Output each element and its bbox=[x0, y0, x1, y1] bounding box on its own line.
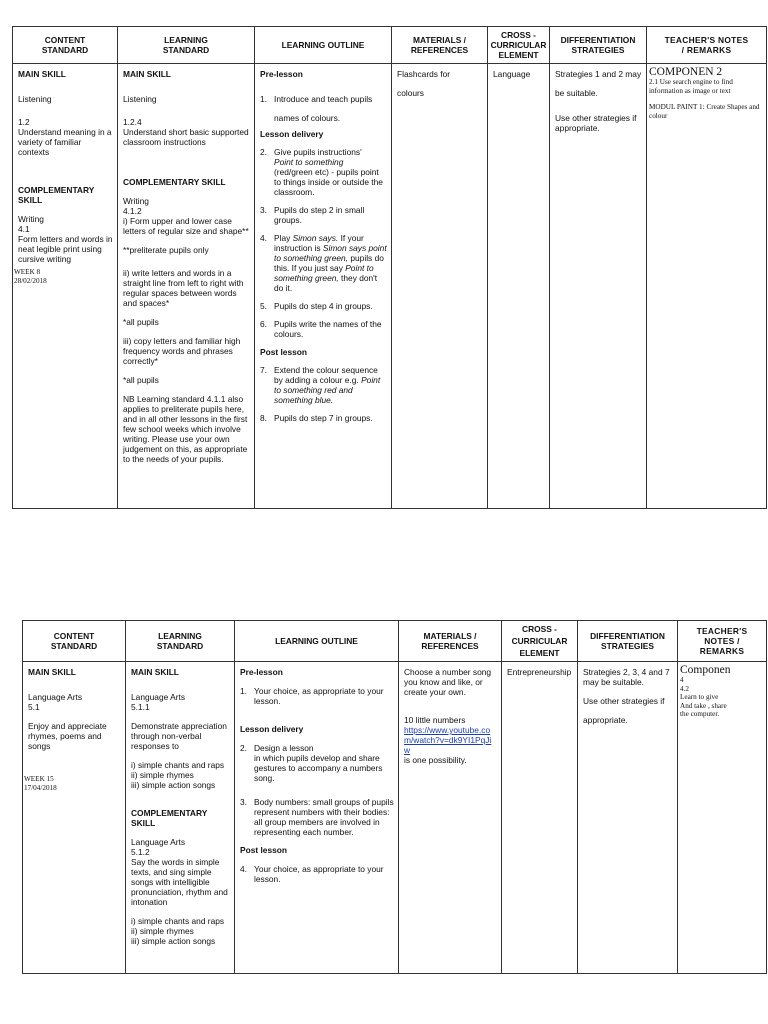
outline-step: 2. Give pupils instructions' Point to something (red/green etc) - pupils point to things inside or outside the classroom. bbox=[260, 147, 383, 197]
materials-line: Flashcards for bbox=[397, 69, 451, 79]
learning-outline-cell bbox=[255, 64, 392, 509]
header-learning-outline: LEARNING OUTLINE bbox=[235, 621, 399, 662]
cross-curricular-cell bbox=[502, 662, 578, 974]
pre-lesson-heading: Pre-lesson bbox=[240, 667, 283, 677]
youtube-link[interactable]: https://www.youtube.com/watch?v=dk9YI1PqJiw bbox=[404, 725, 492, 755]
ls-comp-ii: ii) write letters and words in a straight line from left to right with regular spaces between words and spaces* bbox=[123, 268, 244, 308]
outline-step: 1. Introduce and teach pupils names of colours. bbox=[260, 94, 373, 123]
main-skill-code: 1.2 bbox=[18, 117, 30, 127]
ls-comp-iii: iii) copy letters and familiar high frequency words and phrases correctly* bbox=[123, 336, 241, 366]
ls-comp-i: i) Form upper and lower case letters of regular size and shape** bbox=[123, 216, 249, 236]
ls-comp-note2: *all pupils bbox=[123, 317, 159, 327]
main-skill-heading: MAIN SKILL bbox=[28, 667, 76, 677]
materials-line: Choose a number song you know and like, or create your own. bbox=[404, 667, 492, 697]
diff-line: Strategies 2, 3, 4 and 7 may be suitable. bbox=[583, 667, 670, 687]
ls-main-desc: Understand short basic supported classroom instructions bbox=[123, 127, 249, 147]
week-label: WEEK 15 bbox=[24, 775, 54, 783]
main-skill-desc: Understand meaning in a variety of familiar contexts bbox=[18, 127, 112, 157]
ls-comp-item: i) simple chants and raps bbox=[131, 916, 225, 926]
lesson-delivery-heading: Lesson delivery bbox=[260, 129, 324, 139]
comp-skill-name: Writing bbox=[18, 214, 44, 224]
content-standard-cell bbox=[13, 64, 118, 509]
diff-line: Use other strategies if appropriate. bbox=[555, 113, 637, 133]
learning-standard-cell bbox=[118, 64, 255, 509]
ls-comp-code: 4.1.2 bbox=[123, 206, 142, 216]
header-teachers-notes: TEACHER'S NOTES / REMARKS bbox=[678, 621, 767, 662]
ls-comp-name: Writing bbox=[123, 196, 149, 206]
lesson-plan-table-week8 bbox=[12, 26, 767, 509]
ls-comp-item: ii) simple rhymes bbox=[131, 926, 194, 936]
table-body-row bbox=[23, 662, 767, 974]
ls-comp-note3: *all pupils bbox=[123, 375, 159, 385]
complementary-skill-heading: COMPLEMENTARY SKILL bbox=[18, 185, 95, 205]
materials-line: 10 little numbers bbox=[404, 715, 466, 725]
materials-line: colours bbox=[397, 88, 424, 98]
header-content-standard: CONTENT STANDARD bbox=[23, 621, 126, 662]
table-body-row bbox=[13, 64, 767, 509]
header-teachers-notes: TEACHER'S NOTES / REMARKS bbox=[647, 27, 767, 64]
outline-step: 4. Your choice, as appropriate to your lesson. bbox=[240, 864, 384, 884]
ls-main-skill-heading: MAIN SKILL bbox=[123, 69, 171, 79]
notes-line: And take , share bbox=[680, 701, 727, 710]
outline-step: 3. Body numbers: small groups of pupils represent numbers with their bodies: all group members are involved in representing each number. bbox=[240, 797, 394, 837]
notes-line: the computer. bbox=[680, 710, 720, 719]
main-skill-name: Listening bbox=[18, 94, 52, 104]
notes-title: COMPONEN 2 bbox=[649, 66, 723, 78]
main-skill-name: Language Arts bbox=[28, 692, 83, 702]
materials-cell bbox=[399, 662, 502, 974]
main-skill-heading: MAIN SKILL bbox=[18, 69, 66, 79]
main-skill-code: 5.1 bbox=[28, 702, 40, 712]
notes-line: 4 bbox=[680, 676, 684, 684]
table-header-row bbox=[13, 27, 767, 64]
header-cross-curricular: CROSS - CURRICULAR ELEMENT bbox=[488, 27, 550, 64]
diff-line: be suitable. bbox=[555, 88, 598, 98]
cross-curricular-cell bbox=[488, 64, 550, 509]
ls-comp-item: iii) simple action songs bbox=[131, 936, 216, 946]
ls-main-desc: Demonstrate appreciation through non-verbal responses to bbox=[131, 721, 227, 751]
ls-main-item: i) simple chants and raps bbox=[131, 760, 225, 770]
header-learning-standard: LEARNING STANDARD bbox=[126, 621, 235, 662]
ls-main-item: iii) simple action songs bbox=[131, 780, 216, 790]
ls-main-item: ii) simple rhymes bbox=[131, 770, 194, 780]
outline-step: 1. Your choice, as appropriate to your lesson. bbox=[240, 686, 384, 706]
outline-step: 7. Extend the colour sequence by adding a colour e.g. Point to something red and something blue. bbox=[260, 365, 381, 405]
outline-step: 4. Play Simon says. If your instruction is Simon says point to something green, pupils do this. If you just say Point to something green, they don't do it. bbox=[260, 233, 387, 293]
week-date: 28/02/2018 bbox=[14, 276, 47, 285]
notes-title: Componen bbox=[680, 664, 731, 676]
main-skill-desc: Enjoy and appreciate rhymes, poems and songs bbox=[28, 721, 107, 751]
diff-line: Strategies 1 and 2 may bbox=[555, 69, 642, 79]
header-differentiation: DIFFERENTIATION STRATEGIES bbox=[550, 27, 647, 64]
learning-outline-cell bbox=[235, 662, 399, 974]
header-cross-curricular: CROSS - CURRICULAR ELEMENT bbox=[502, 621, 578, 662]
diff-line: Use other strategies if bbox=[583, 696, 665, 706]
header-materials: MATERIALS / REFERENCES bbox=[399, 621, 502, 662]
ls-comp-desc: Say the words in simple texts, and sing simple songs with intelligible pronunciation, rhythm and intonation bbox=[131, 857, 228, 907]
header-materials: MATERIALS / REFERENCES bbox=[392, 27, 488, 64]
ls-nb-note: NB Learning standard 4.1.1 also applies to preliterate pupils here, and in all other lessons in the first few school weeks which involve writing. Please use your own judgement on this, as appropriate to the needs of your pupils. bbox=[123, 394, 248, 464]
teachers-notes-cell bbox=[647, 64, 767, 509]
content-standard-cell bbox=[23, 662, 126, 974]
ls-comp-note1: **preliterate pupils only bbox=[123, 245, 209, 255]
outline-step: 6. Pupils write the names of the colours. bbox=[260, 319, 382, 339]
learning-standard-cell bbox=[126, 662, 235, 974]
header-learning-outline: LEARNING OUTLINE bbox=[255, 27, 392, 64]
header-differentiation: DIFFERENTIATION STRATEGIES bbox=[578, 621, 678, 662]
outline-step: 2. Design a lesson in which pupils develop and share gestures to accompany a numbers song. bbox=[240, 743, 383, 783]
diff-line: appropriate. bbox=[583, 715, 628, 725]
differentiation-cell bbox=[550, 64, 647, 509]
notes-line: Learn to give bbox=[680, 693, 719, 702]
comp-skill-code: 4.1 bbox=[18, 224, 30, 234]
ls-main-skill-heading: MAIN SKILL bbox=[131, 667, 179, 677]
materials-cell bbox=[392, 64, 488, 509]
lesson-plan-table-week15 bbox=[22, 620, 767, 974]
header-learning-standard: LEARNING STANDARD bbox=[118, 27, 255, 64]
notes-line: 4.2 bbox=[680, 684, 689, 693]
teachers-notes-cell bbox=[678, 662, 767, 974]
outline-step: 5. Pupils do step 4 in groups. bbox=[260, 301, 373, 311]
ls-comp-skill-heading: COMPLEMENTARY SKILL bbox=[123, 177, 226, 187]
ls-comp-skill-heading: COMPLEMENTARY SKILL bbox=[131, 808, 208, 828]
post-lesson-heading: Post lesson bbox=[240, 845, 288, 855]
notes-line: 2.1 Use search engine to find information as image or text bbox=[649, 78, 733, 95]
pre-lesson-heading: Pre-lesson bbox=[260, 69, 303, 79]
comp-skill-desc: Form letters and words in neat legible print using cursive writing bbox=[18, 234, 113, 264]
week-date: 17/04/2018 bbox=[24, 783, 57, 792]
ls-comp-code: 5.1.2 bbox=[131, 847, 150, 857]
notes-line: MODUL PAINT 1: Create Shapes and colour bbox=[649, 103, 760, 120]
ls-comp-name: Language Arts bbox=[131, 837, 186, 847]
ls-main-name: Listening bbox=[123, 94, 157, 104]
lesson-delivery-heading: Lesson delivery bbox=[240, 724, 304, 734]
week-label: WEEK 8 bbox=[14, 268, 41, 276]
ls-main-name: Language Arts bbox=[131, 692, 186, 702]
post-lesson-heading: Post lesson bbox=[260, 347, 308, 357]
differentiation-cell bbox=[578, 662, 678, 974]
header-content-standard: CONTENT STANDARD bbox=[13, 27, 118, 64]
ls-main-code: 5.1.1 bbox=[131, 702, 150, 712]
table-header-row bbox=[23, 621, 767, 662]
materials-line: is one possibility. bbox=[404, 755, 467, 765]
ls-main-code: 1.2.4 bbox=[123, 117, 142, 127]
outline-step: 8. Pupils do step 7 in groups. bbox=[260, 413, 373, 423]
outline-step: 3. Pupils do step 2 in small groups. bbox=[260, 205, 365, 225]
cross-curricular-value: Entrepreneurship bbox=[507, 667, 572, 677]
cross-curricular-value: Language bbox=[493, 69, 531, 79]
